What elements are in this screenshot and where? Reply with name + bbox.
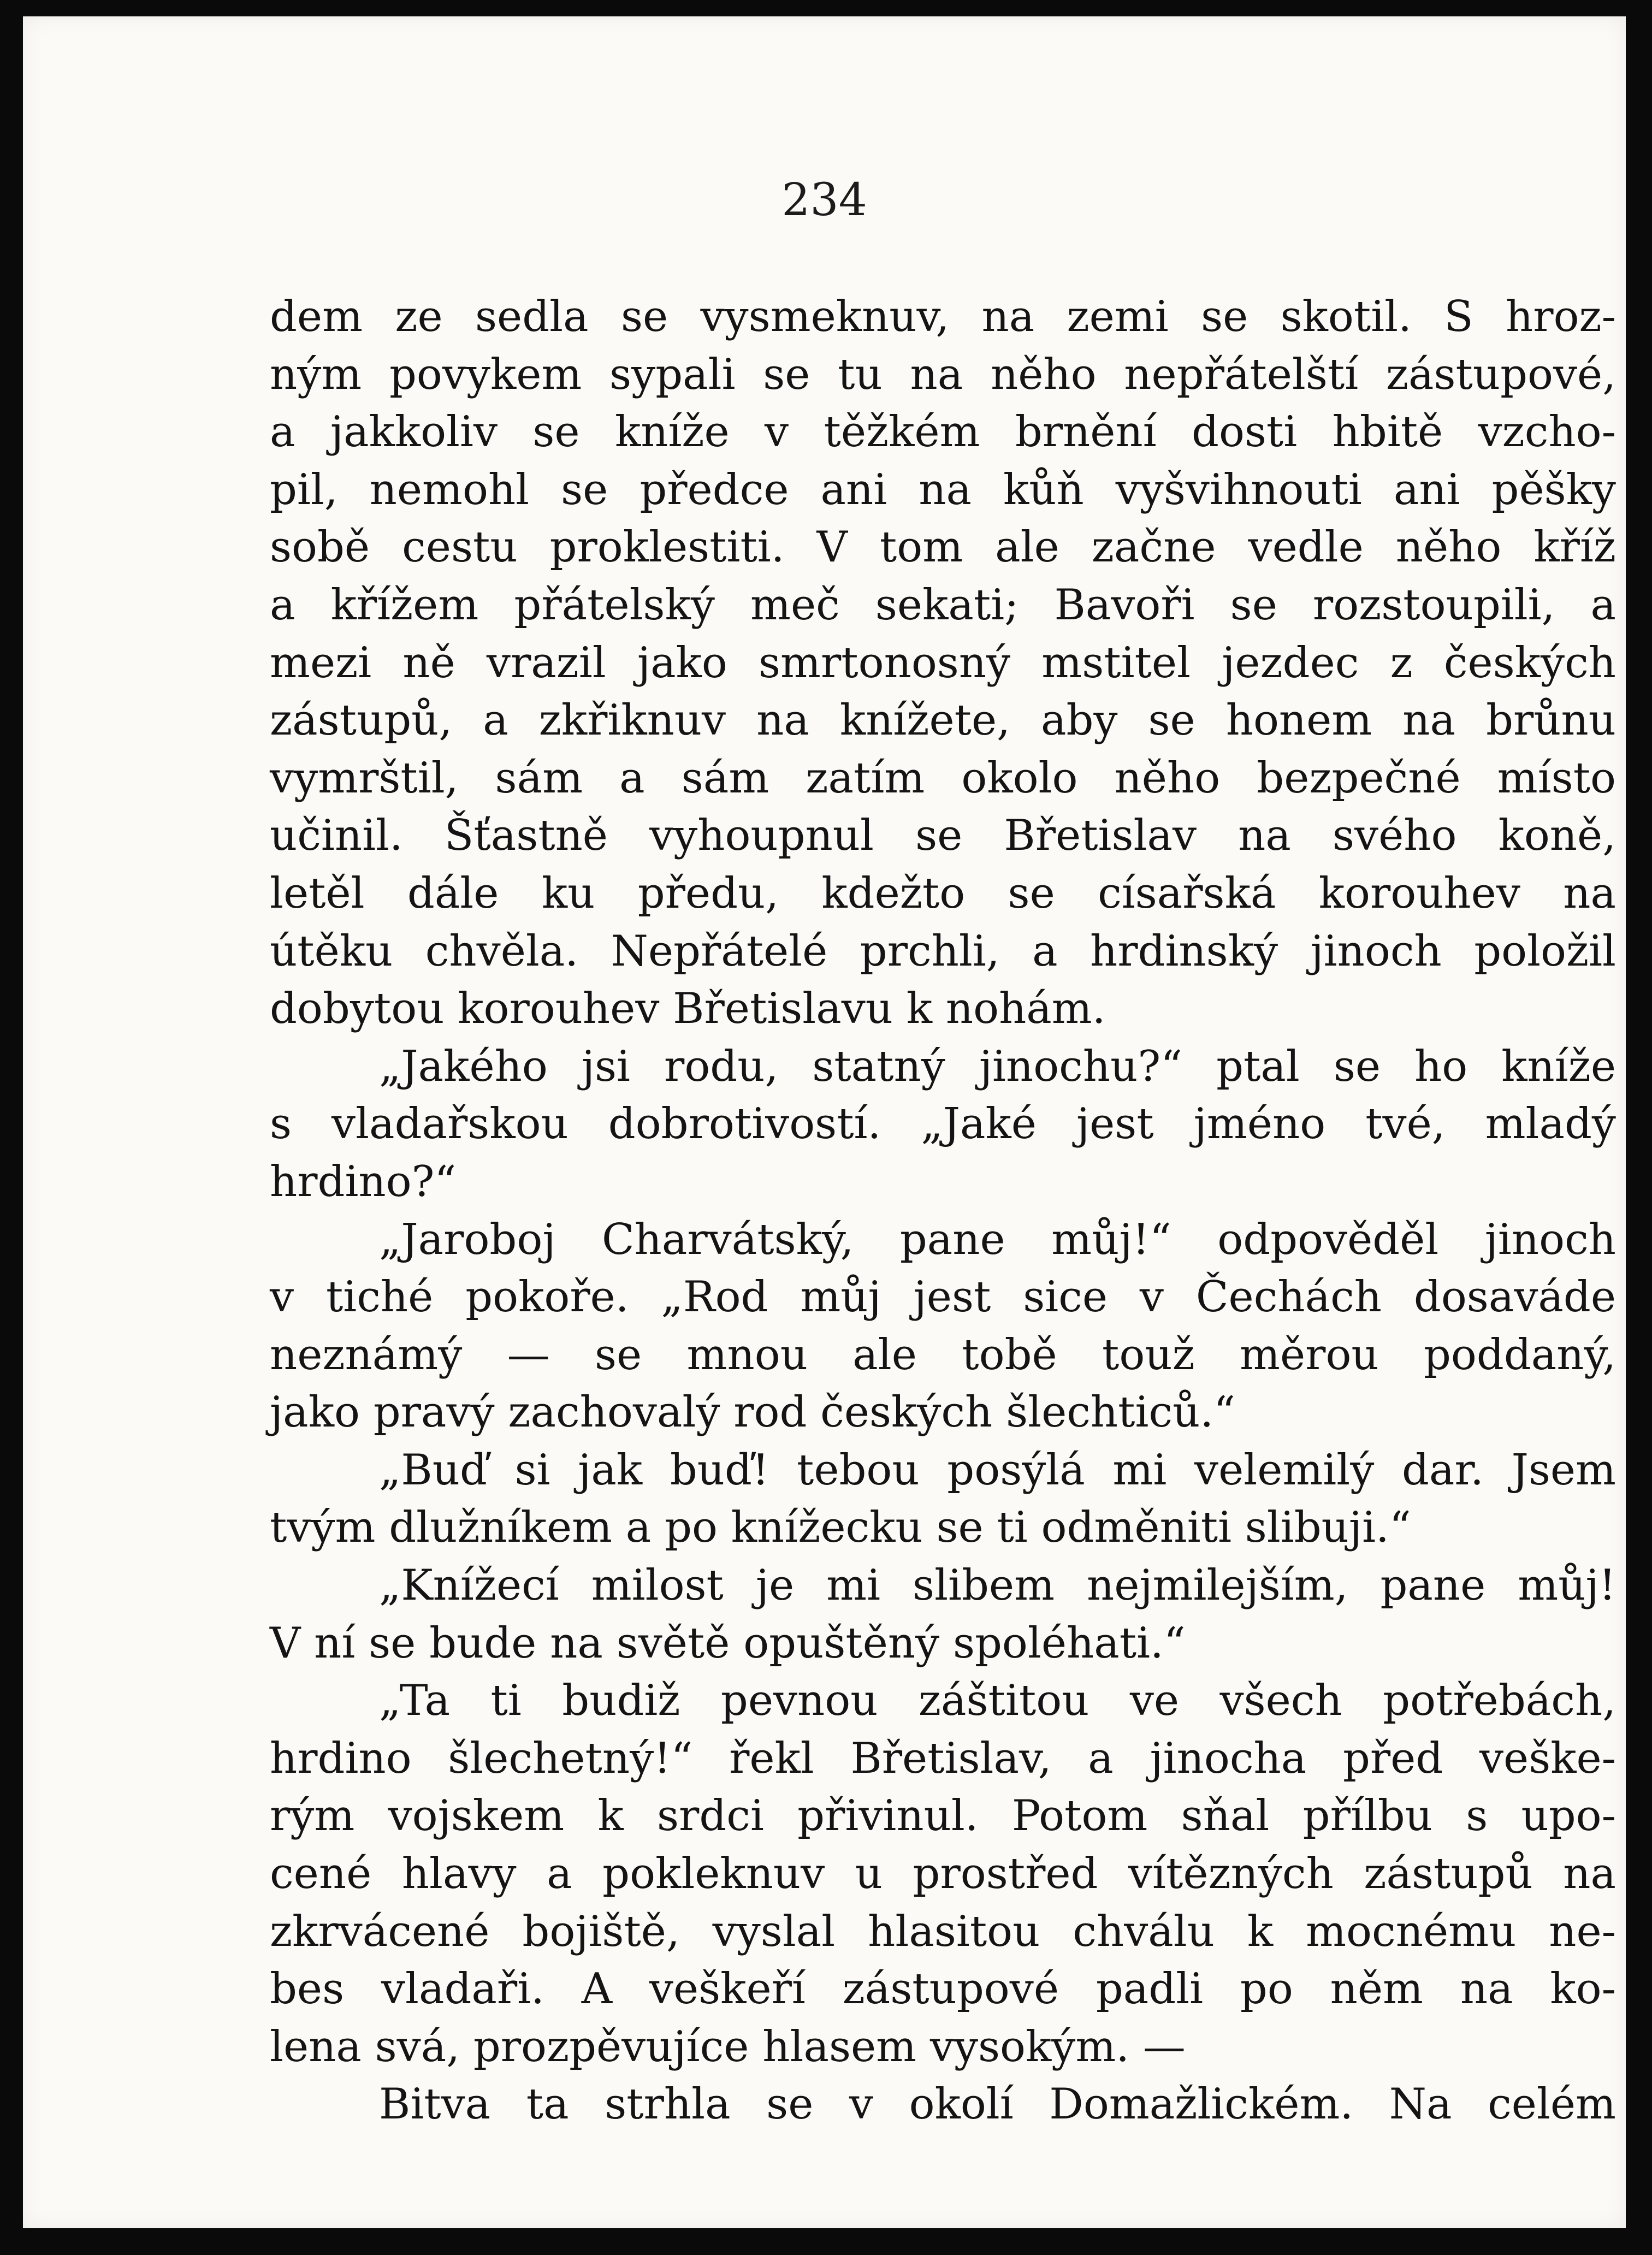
book-page (23, 16, 1626, 2228)
text-line: dem ze sedla se vysmeknuv, na zemi se skotil. S hroz- (270, 292, 1616, 341)
text-line: V ní se bude na světě opuštěný spoléhati.“ (270, 1618, 1186, 1668)
text-line: sobě cestu proklestiti. V tom ale začne vedle něho kříž (270, 523, 1616, 572)
text-line: lena svá, prozpěvujíce hlasem vysokým. — (270, 2022, 1186, 2071)
text-line: tvým dlužníkem a po knížecku se ti odměniti slibuji.“ (270, 1503, 1411, 1553)
text-line: a jakkoliv se kníže v těžkém brnění dosti hbitě vzcho- (270, 407, 1616, 457)
text-line: v tiché pokoře. „Rod můj jest sice v Čechách dosaváde (270, 1272, 1616, 1322)
text-line: „Buď si jak buď! tebou posýlá mi velemilý dar. Jsem (379, 1445, 1616, 1495)
body-text (270, 288, 1616, 2134)
text-line: jako pravý zachovalý rod českých šlechticů.“ (270, 1388, 1236, 1437)
text-line: „Knížecí milost je mi slibem nejmilejším, pane můj! (379, 1561, 1616, 1611)
page-number: 234 (781, 174, 867, 226)
text-line: zkrvácené bojiště, vyslal hlasitou chválu k mocnému ne- (270, 1907, 1616, 1956)
text-line: hrdino?“ (270, 1157, 457, 1206)
text-line: učinil. Šťastně vyhoupnul se Břetislav na svého koně, (270, 811, 1616, 861)
text-line: neznámý — se mnou ale tobě touž měrou poddaný, (270, 1330, 1616, 1380)
text-line: s vladařskou dobrotivostí. „Jaké jest jméno tvé, mladý (270, 1099, 1616, 1149)
text-line: „Ta ti budiž pevnou záštitou ve všech potřebách, (379, 1676, 1616, 1726)
text-line: rým vojskem k srdci přivinul. Potom sňal přílbu s upo- (270, 1791, 1616, 1841)
text-line: útěku chvěla. Nepřátelé prchli, a hrdinský jinoch položil (270, 926, 1616, 976)
text-line: Bitva ta strhla se v okolí Domažlickém. Na celém (379, 2080, 1616, 2129)
text-line: „Jaroboj Charvátský, pane můj!“ odpověděl jinoch (379, 1215, 1616, 1264)
text-line: dobytou korouhev Břetislavu k nohám. (270, 984, 1106, 1034)
text-line: hrdino šlechetný!“ řekl Břetislav, a jinocha před veške- (270, 1733, 1616, 1783)
text-line: vymrštil, sám a sám zatím okolo něho bezpečné místo (270, 753, 1616, 803)
text-line: pil, nemohl se předce ani na kůň vyšvihnouti ani pěšky (270, 465, 1616, 514)
text-line: bes vladaři. A veškeří zástupové padli po něm na ko- (270, 1964, 1616, 2014)
text-line: a křížem přátelský meč sekati; Bavoři se rozstoupili, a (270, 580, 1616, 630)
text-line: ným povykem sypali se tu na něho nepřátelští zástupové, (270, 350, 1616, 399)
text-line: zástupů, a zkřiknuv na knížete, aby se honem na brůnu (270, 696, 1616, 745)
text-line: cené hlavy a pokleknuv u prostřed vítězných zástupů na (270, 1849, 1616, 1899)
text-line: mezi ně vrazil jako smrtonosný mstitel jezdec z českých (270, 638, 1616, 688)
text-line: „Jakého jsi rodu, statný jinochu?“ ptal se ho kníže (379, 1041, 1616, 1091)
text-line: letěl dále ku předu, kdežto se císařská korouhev na (270, 868, 1616, 918)
